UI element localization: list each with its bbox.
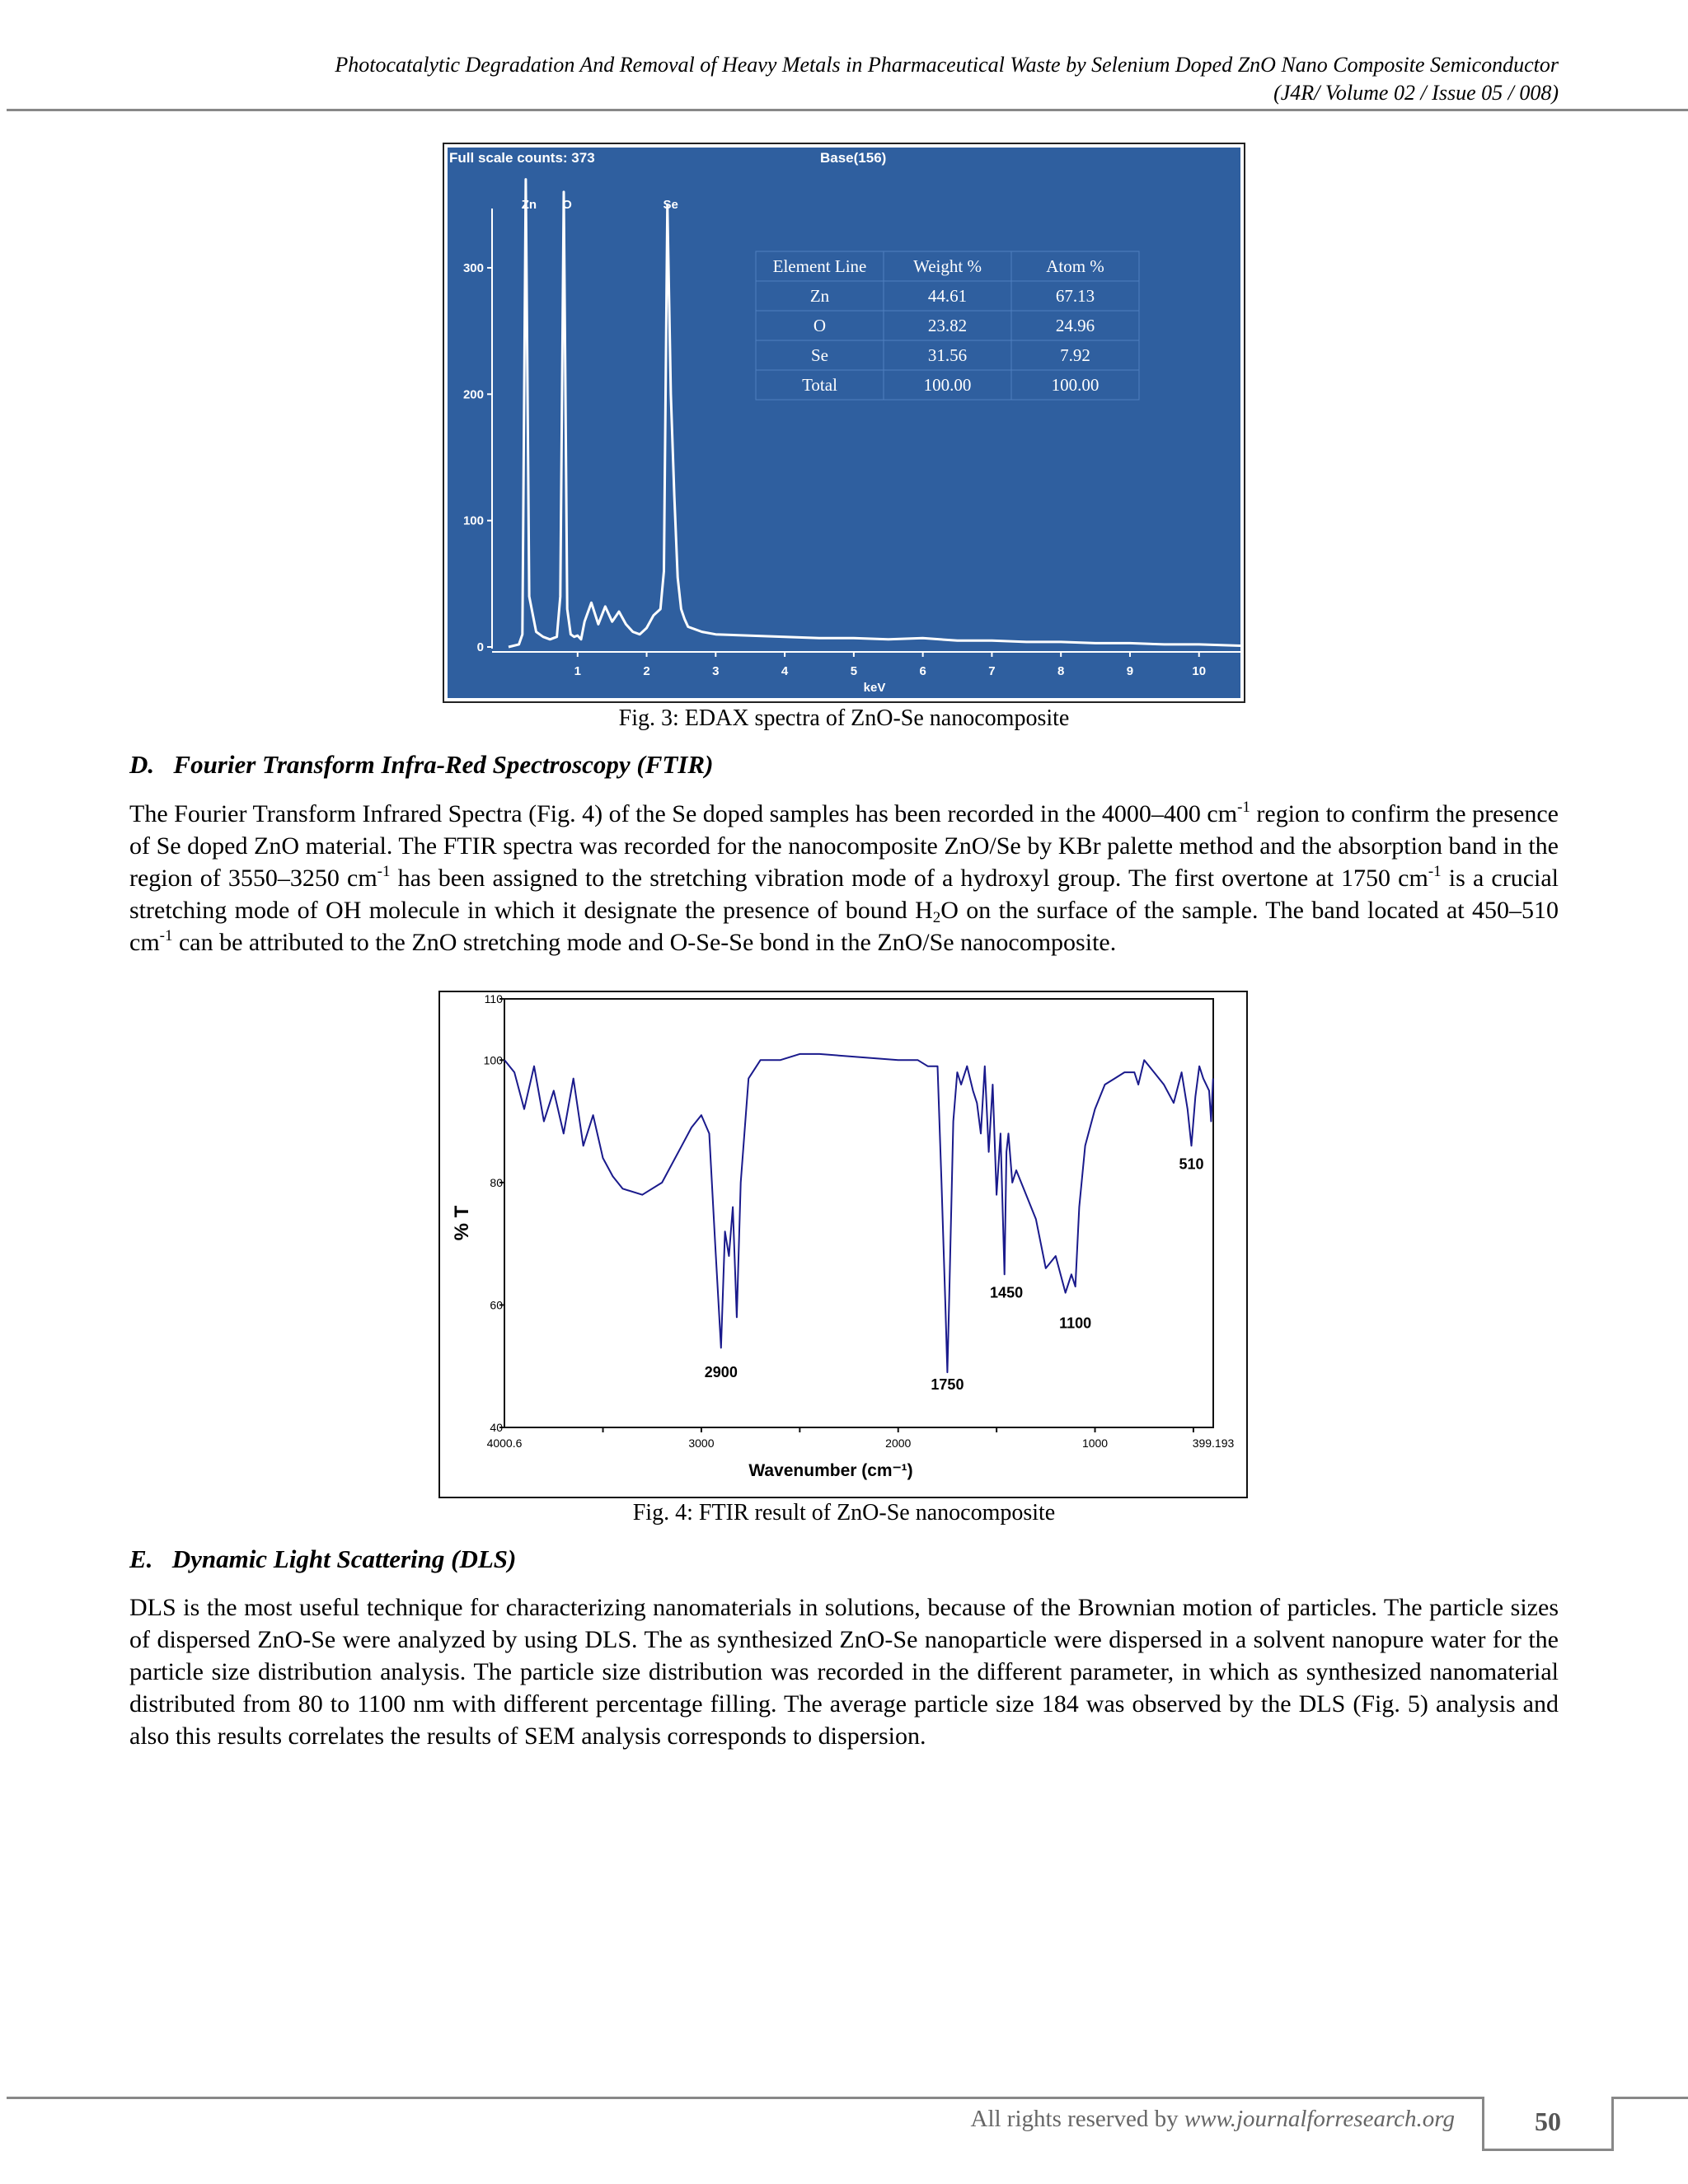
table-data-cell: 100.00: [1051, 375, 1100, 395]
subscript: 2: [932, 909, 941, 926]
table-data-cell: Zn: [809, 286, 830, 306]
ftir-y-tick-label: 100: [483, 1053, 503, 1067]
ftir-x-tick-label: 3000: [688, 1436, 715, 1450]
edax-x-tick-label: 2: [643, 664, 650, 678]
ftir-peak-label: 2900: [704, 1364, 738, 1381]
table-data-cell: 7.92: [1060, 345, 1090, 365]
table-data-cell: 44.61: [927, 286, 968, 306]
table-data-cell: 24.96: [1055, 316, 1095, 335]
footer-rights: [824, 2106, 1455, 2133]
edax-x-tick-label: 9: [1126, 664, 1134, 678]
table-data-cell: 31.56: [927, 345, 968, 365]
table-data-cell: 100.00: [923, 375, 972, 395]
table-header-cell: Element Line: [772, 256, 867, 276]
edax-y-tick-label: 300: [462, 260, 484, 275]
ftir-peak-label: 1450: [990, 1284, 1024, 1301]
ftir-x-tick-label: 399.193: [1192, 1436, 1235, 1450]
table-data-cell: O: [813, 316, 827, 335]
ftir-figure: [438, 991, 1248, 1498]
footer-url[interactable]: www.journalforresearch.org: [1184, 2106, 1455, 2132]
ftir-x-label: Wavenumber (cm⁻¹): [748, 1461, 913, 1480]
page-number: 50: [1482, 2097, 1614, 2151]
edax-x-tick-label: 5: [850, 664, 858, 678]
edax-x-tick-label: 8: [1057, 664, 1065, 678]
section-d-paragraph: [129, 798, 1559, 958]
ftir-y-tick-label: 60: [490, 1298, 503, 1312]
edax-x-label: keV: [863, 681, 886, 695]
text-run: has been assigned to the stretching vibration mode of a hydroxyl group. The first overtone at 1750 cm: [390, 865, 1428, 892]
table-data-cell: Total: [802, 375, 837, 395]
header-title: Photocatalytic Degradation And Removal of Heavy Metals in Pharmaceutical Waste by Selenium Doped ZnO Nano Composite Semiconductor: [335, 53, 1559, 77]
table-header-cell: Atom %: [1046, 256, 1104, 276]
text-run: can be attributed to the ZnO stretching mode and O-Se-Se bond in the ZnO/Se nanocomposite.: [172, 929, 1117, 956]
running-header: [0, 51, 1688, 107]
header-issue: (J4R/ Volume 02 / Issue 05 / 008): [1273, 81, 1559, 105]
ftir-peak-label: 510: [1179, 1155, 1204, 1173]
text-run: The Fourier Transform Infrared Spectra (Fig. 4) of the Se doped samples has been recorded in the 4000–400 cm: [129, 800, 1238, 827]
edax-x-tick-label: 6: [919, 664, 926, 678]
section-d-title: Fourier Transform Infra-Red Spectroscopy (FTIR): [173, 750, 714, 779]
edax-peak-label: Zn: [521, 198, 537, 212]
superscript: -1: [377, 863, 391, 880]
edax-x-tick-label: 10: [1192, 664, 1207, 678]
superscript: -1: [1428, 863, 1442, 880]
edax-y-tick-label: 0: [476, 640, 484, 654]
section-d-heading: [129, 750, 713, 780]
edax-base: Base(156): [820, 150, 887, 166]
edax-x-tick-label: 3: [712, 664, 720, 678]
edax-spectrum-chart: [443, 143, 1245, 703]
fig4-caption: Fig. 4: FTIR result of ZnO-Se nanocomposite: [632, 1500, 1056, 1526]
ftir-y-tick-label: 80: [490, 1175, 503, 1189]
section-d-label: D.: [129, 750, 155, 779]
ftir-x-tick-label: 2000: [885, 1436, 912, 1450]
superscript: -1: [159, 927, 173, 944]
ftir-y-label: % T: [451, 1205, 473, 1241]
table-data-cell: 67.13: [1055, 286, 1095, 306]
ftir-x-tick-label: 4000.6: [486, 1436, 523, 1450]
section-e-label: E.: [129, 1544, 153, 1573]
ftir-y-tick-label: 110: [484, 992, 503, 1005]
footer-rights-label: All rights reserved by: [970, 2106, 1184, 2132]
edax-figure: [443, 143, 1245, 703]
edax-x-tick-label: 4: [781, 664, 789, 678]
ftir-peak-label: 1100: [1059, 1315, 1092, 1332]
ftir-spectrum-chart: [438, 991, 1248, 1498]
text-run: O on the surface of the sample. The band located at 450–510 cm: [129, 897, 1559, 956]
ftir-peak-label: 1750: [931, 1376, 964, 1393]
table-header-cell: Weight %: [913, 256, 982, 276]
section-e-title: Dynamic Light Scattering (DLS): [171, 1544, 517, 1573]
table-data-cell: 23.82: [927, 316, 968, 335]
ftir-y-tick-label: 40: [490, 1421, 503, 1434]
footer-rule-right: [1614, 2097, 1688, 2099]
section-e-paragraph: DLS is the most useful technique for characterizing nanomaterials in solutions, because of the Brownian motion of particles. The particle sizes of dispersed ZnO-Se were analyzed by using DLS. The as synthesized ZnO-Se nanoparticle were dispersed in a solvent nanopure water for the particle size distribution analysis. The particle size distribution was recorded in the different parameter, in which as synthesized nanomaterial distributed from 80 to 1100 nm with different percentage filling. The average particle size 184 was observed by the DLS (Fig. 5) analysis and also this results correlates the results of SEM analysis corresponds to dispersion.: [129, 1594, 1559, 1750]
ftir-x-tick-label: 1000: [1081, 1436, 1109, 1450]
edax-peak-label: Se: [663, 198, 678, 212]
edax-full-scale: Full scale counts: 373: [449, 150, 595, 166]
text-run: region to confirm the presence of Se doped ZnO material. The FTIR spectra was recorded for the nanocomposite ZnO/Se by KBr palette method and the absorption band in the region of 3550–3250 cm: [129, 800, 1559, 892]
header-rule: [7, 109, 1688, 111]
edax-x-tick-label: 1: [574, 664, 581, 678]
text-run: is a crucial stretching mode of OH molecule in which it designate the presence of bound H: [129, 865, 1559, 924]
table-data-cell: Se: [811, 345, 828, 365]
fig3-caption: Fig. 3: EDAX spectra of ZnO-Se nanocomposite: [618, 705, 1070, 731]
section-e-heading: [129, 1544, 516, 1574]
element-table: [756, 251, 1139, 400]
edax-y-tick-label: 200: [462, 387, 484, 402]
edax-y-tick-label: 100: [462, 513, 484, 528]
edax-x-tick-label: 7: [988, 664, 996, 678]
footer-rule: [7, 2097, 1482, 2099]
edax-peak-label: O: [562, 198, 572, 212]
superscript: -1: [1237, 799, 1250, 816]
